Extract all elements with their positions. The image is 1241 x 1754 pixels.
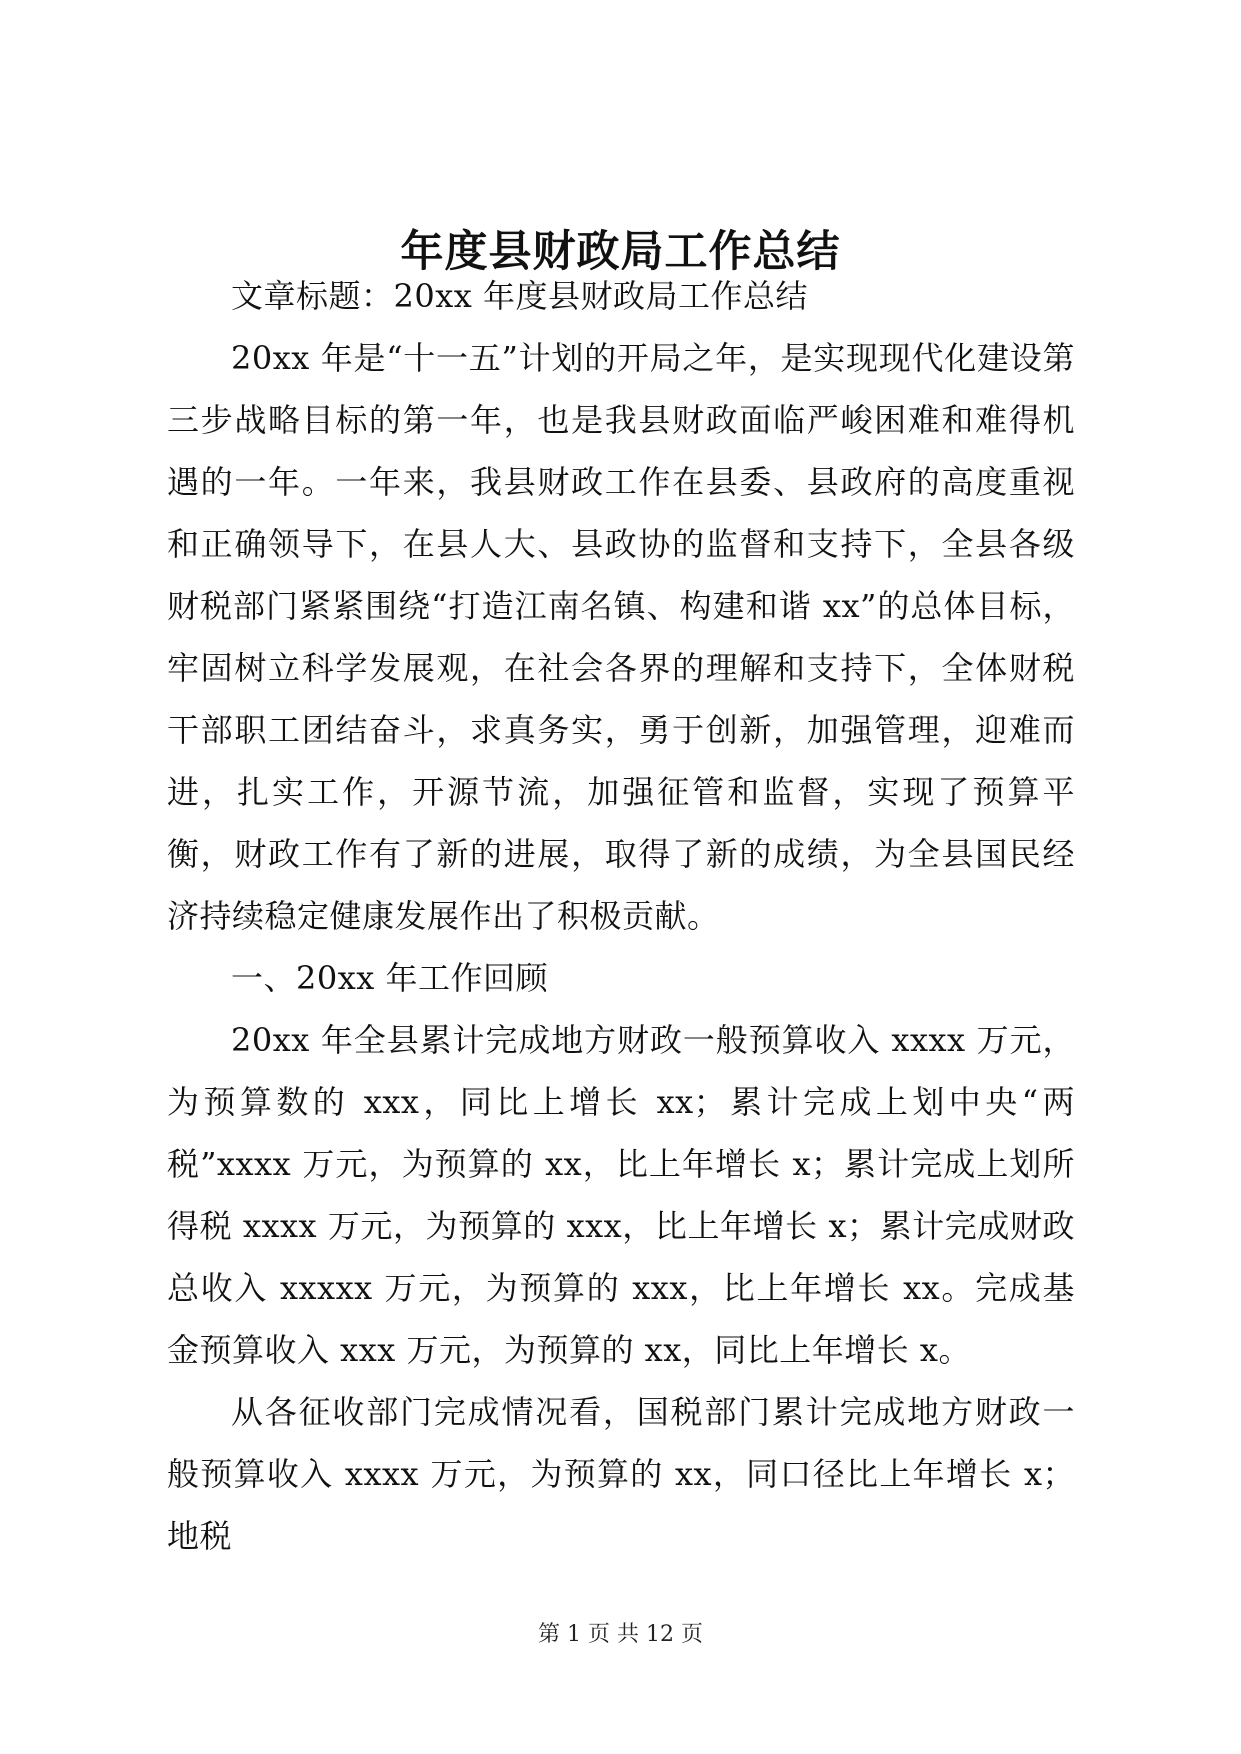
page-number-footer: 第 1 页 共 12 页 [538, 1622, 703, 1647]
paragraph-article-heading: 文章标题：20xx 年度县财政局工作总结 [231, 277, 808, 315]
document-title: 年度县财政局工作总结 [400, 227, 841, 277]
document-body [167, 265, 1075, 1567]
section-heading-review: 一、20xx 年工作回顾 [231, 959, 548, 997]
paragraph-introduction: 20xx 年是“十一五”计划的开局之年，是实现现代化建设第三步战略目标的第一年，也是我县财政面临严峻困难和难得机遇的一年。一年来，我县财政工作在县委、县政府的高度重视和正确领导下，在县人大、县政协的监督和支持下，全县各级财税部门紧紧围绕“打造江南名镇、构建和谐 xx”的总体目标，牢固树立科学发展观，在社会各界的理解和支持下，全体财税干部职工团结奋斗，求真务实，勇于创新，加强管理，迎难而进，扎实工作，开源节流，加强征管和监督，实现了预算平衡，财政工作有了新的进展，取得了新的成绩，为全县国民经济持续稳定健康发展作出了积极贡献。 [167, 339, 1075, 935]
paragraph-department-revenue: 从各征收部门完成情况看，国税部门累计完成地方财政一般预算收入 xxxx 万元，为预算的 xx，同口径比上年增长 x；地税 [167, 1393, 1075, 1555]
paragraph-revenue-summary: 20xx 年全县累计完成地方财政一般预算收入 xxxx 万元，为预算数的 xxx，同比上增长 xx；累计完成上划中央“两税”xxxx 万元，为预算的 xx，比上年增长 x；累计完成上划所得税 xxxx 万元，为预算的 xxx，比上年增长 x；累计完成财政总收入 xxxxx 万元，为预算的 xxx，比上年增长 xx。完成基金预算收入 xxx 万元，为预算的 xx，同比上年增长 x。 [167, 1021, 1075, 1369]
